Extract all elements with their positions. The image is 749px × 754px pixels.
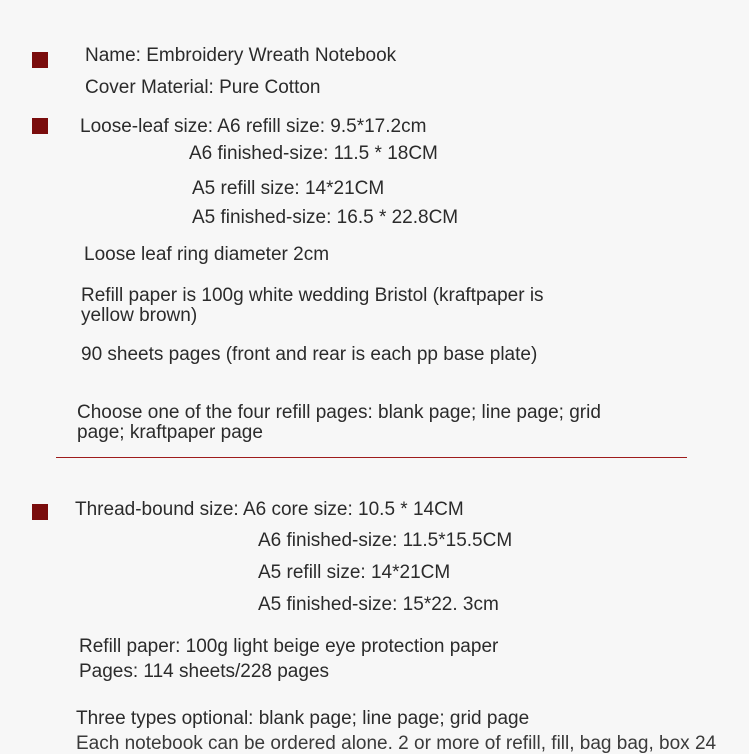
loose-leaf-size: Loose-leaf size: A6 refill size: 9.5*17.2cm [80, 116, 427, 137]
section-divider [56, 457, 687, 458]
choose-refill-line-2: page; kraftpaper page [77, 422, 263, 443]
thread-bound-size: Thread-bound size: A6 core size: 10.5 * 14CM [75, 499, 464, 520]
thread-bound-types: Three types optional: blank page; line page; grid page [76, 708, 530, 729]
thread-bound-a6-finished: A6 finished-size: 11.5*15.5CM [258, 530, 513, 551]
product-name: Name: Embroidery Wreath Notebook [85, 45, 397, 66]
bullet-name [32, 52, 48, 68]
refill-paper-line-2: yellow brown) [81, 305, 198, 326]
thread-bound-a5-refill: A5 refill size: 14*21CM [258, 562, 451, 583]
sheets-info: 90 sheets pages (front and rear is each pp base plate) [81, 344, 538, 365]
thread-bound-refill-paper: Refill paper: 100g light beige eye protection paper [79, 636, 499, 657]
refill-paper-line-1: Refill paper is 100g white wedding Bristol (kraftpaper is [81, 285, 544, 306]
cover-material: Cover Material: Pure Cotton [85, 77, 321, 98]
loose-leaf-a6-finished: A6 finished-size: 11.5 * 18CM [189, 143, 438, 164]
bullet-loose-leaf [32, 118, 48, 134]
loose-leaf-a5-refill: A5 refill size: 14*21CM [192, 178, 385, 199]
thread-bound-a5-finished: A5 finished-size: 15*22. 3cm [258, 594, 499, 615]
thread-bound-pages: Pages: 114 sheets/228 pages [79, 661, 330, 682]
choose-refill-line-1: Choose one of the four refill pages: blank page; line page; grid [77, 402, 601, 423]
ring-diameter: Loose leaf ring diameter 2cm [84, 244, 330, 265]
loose-leaf-a5-finished: A5 finished-size: 16.5 * 22.8CM [192, 207, 459, 228]
bullet-thread-bound [32, 504, 48, 520]
cut-off-line: Each notebook can be ordered alone. 2 or more of refill, fill, bag bag, box 24 [76, 733, 717, 754]
